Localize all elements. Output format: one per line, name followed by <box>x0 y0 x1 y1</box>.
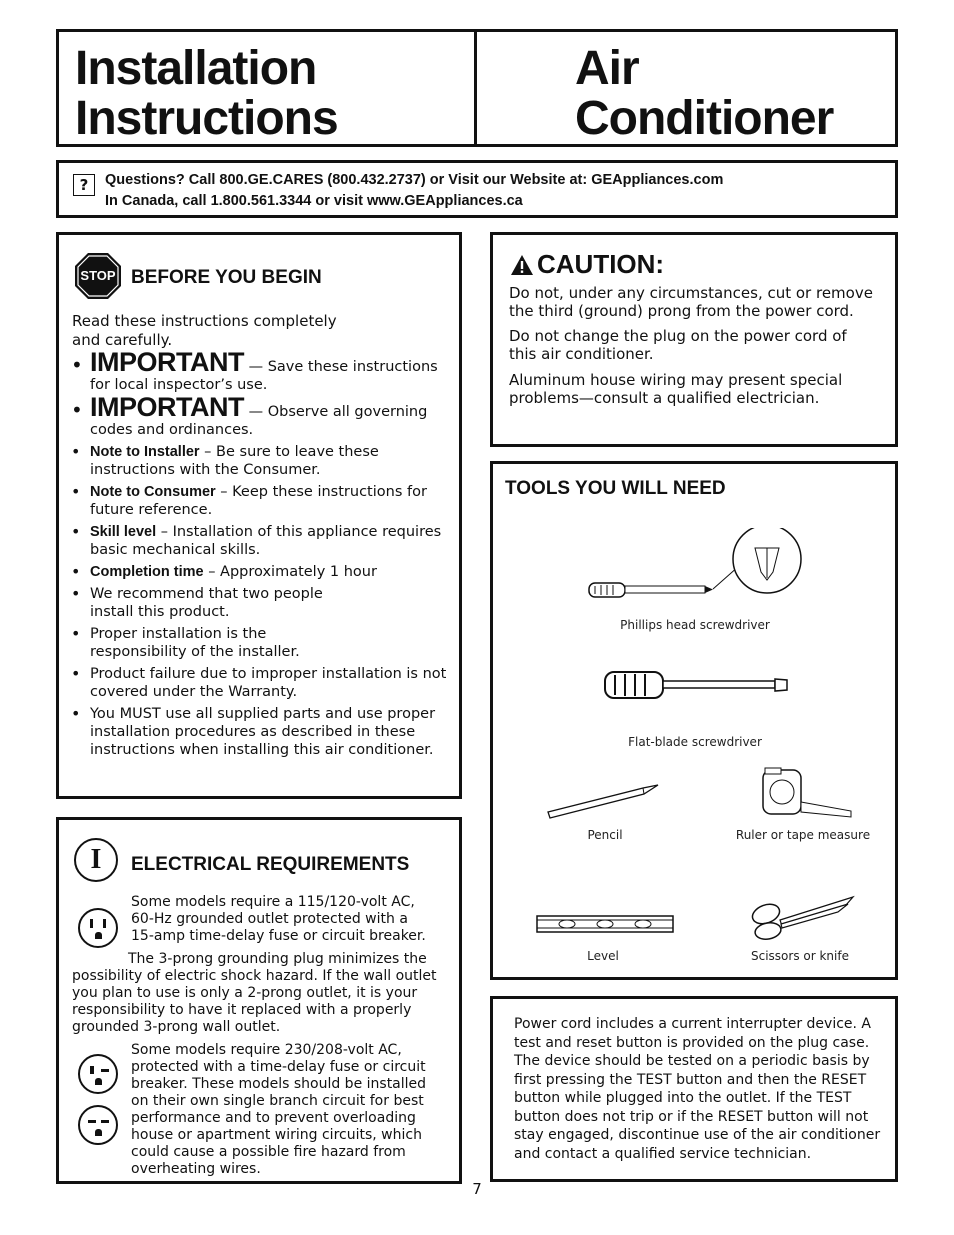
note-to-installer: • Note to Installer – Be sure to leave these instructions with the Consumer. <box>71 443 449 479</box>
pencil-caption: Pencil <box>587 828 623 842</box>
outlet-115v-icon <box>78 908 118 948</box>
caution-box <box>490 232 898 447</box>
note-to-consumer: • Note to Consumer – Keep these instructions for future reference. <box>71 483 449 519</box>
before-heading: BEFORE YOU BEGIN <box>131 267 322 288</box>
before-intro: Read these instructions completely and carefully. <box>72 312 337 349</box>
title-line-2: Instructions <box>75 92 338 145</box>
contact-line-1: Questions? Call 800.GE.CARES (800.432.2737) or Visit our Website at: GEAppliances.com <box>105 172 724 188</box>
skill-level: • Skill level – Installation of this appliance requires basic mechanical skills. <box>71 523 449 559</box>
contact-line-2: In Canada, call 1.800.561.3344 or visit www.GEAppliances.ca <box>105 193 523 209</box>
title-installation <box>75 44 338 144</box>
bullet-supplied-parts: • You MUST use all supplied parts and use proper installation procedures as described in these instructions when installing this air conditioner. <box>71 705 449 759</box>
important-observe: • IMPORTANT — Observe all governing codes and ordinances. <box>71 398 449 439</box>
info-icon: I <box>74 838 118 882</box>
completion-time: • Completion time – Approximately 1 hour <box>71 563 449 581</box>
tape-measure-icon <box>759 766 859 822</box>
tools-box <box>490 461 898 980</box>
flat-caption: Flat-blade screwdriver <box>628 735 762 749</box>
caution-heading: CAUTION: <box>537 249 665 279</box>
bullet-warranty: • Product failure due to improper installation is not covered under the Warranty. <box>71 665 449 701</box>
electrical-heading: ELECTRICAL REQUIREMENTS <box>131 854 410 875</box>
caution-p3: Aluminum house wiring may present special problems—consult a qualified electrician. <box>509 371 843 407</box>
power-cord-text: Power cord includes a current interrupter device. A test and reset button is provided on the plug case. The device should be tested on a periodic basis by first pressing the TEST button and then the RESET button while plugged into the outlet. If the TEST button does not trip or if the RESET button will not stay engaged, discontinue use of the air conditioner and contact a qualified service technician. <box>514 1016 881 1162</box>
pencil-icon <box>545 782 660 820</box>
phillips-screwdriver-icon <box>587 528 807 608</box>
before-list <box>71 347 449 763</box>
power-cord-box <box>490 996 898 1182</box>
level-icon <box>535 912 675 936</box>
scissors-icon <box>748 894 858 944</box>
title-line-1: Installation <box>75 42 317 95</box>
caution-p2: Do not change the plug on the power cord of this air conditioner. <box>509 327 847 363</box>
electrical-box <box>56 817 462 1184</box>
electrical-p2: The 3-prong grounding plug minimizes the possibility of electric shock hazard. If the wall outlet you plan to use is only a 2-prong outlet, it is your responsibility to have it replaced with a properly grounded 3-prong wall outlet. <box>72 951 437 1035</box>
header-box <box>56 29 898 147</box>
before-you-begin-box <box>56 232 462 799</box>
question-icon: ? <box>73 174 95 196</box>
level-caption: Level <box>587 949 619 963</box>
important-save: • IMPORTANT — Save these instructions for local inspector’s use. <box>71 353 449 394</box>
tools-heading: TOOLS YOU WILL NEED <box>505 478 726 499</box>
outlet-230v-icon <box>78 1054 118 1094</box>
page-number: 7 <box>472 1180 482 1198</box>
contact-box <box>56 160 898 218</box>
warning-triangle-icon <box>510 254 534 276</box>
ruler-caption: Ruler or tape measure <box>735 828 871 842</box>
electrical-p3: Some models require 230/208-volt AC, protected with a time-delay fuse or circuit breaker. These models should be installed on their own single branch circuit for best performance and to prevent overloading house or apartment wiring circuits, which could cause a possible fire hazard from overheating wires. <box>131 1042 427 1177</box>
stop-label: STOP <box>80 268 116 283</box>
bullet-responsibility: • Proper installation is the responsibility of the installer. <box>71 625 449 661</box>
header-divider <box>474 32 477 144</box>
caution-p1: Do not, under any circumstances, cut or remove the third (ground) prong from the power cord. <box>509 284 873 320</box>
title-air-conditioner: Air Conditioner <box>575 42 834 145</box>
contact-text <box>105 170 723 212</box>
stop-sign-icon <box>74 252 122 300</box>
scissors-caption: Scissors or knife <box>751 949 849 963</box>
bullet-two-people: • We recommend that two people install this product. <box>71 585 449 621</box>
outlet-208v-icon <box>78 1105 118 1145</box>
electrical-p1: Some models require a 115/120-volt AC, 60-Hz grounded outlet protected with a 15-amp time-delay fuse or circuit breaker. <box>131 894 426 944</box>
flat-screwdriver-icon <box>603 669 793 701</box>
phillips-caption: Phillips head screwdriver <box>620 618 770 632</box>
